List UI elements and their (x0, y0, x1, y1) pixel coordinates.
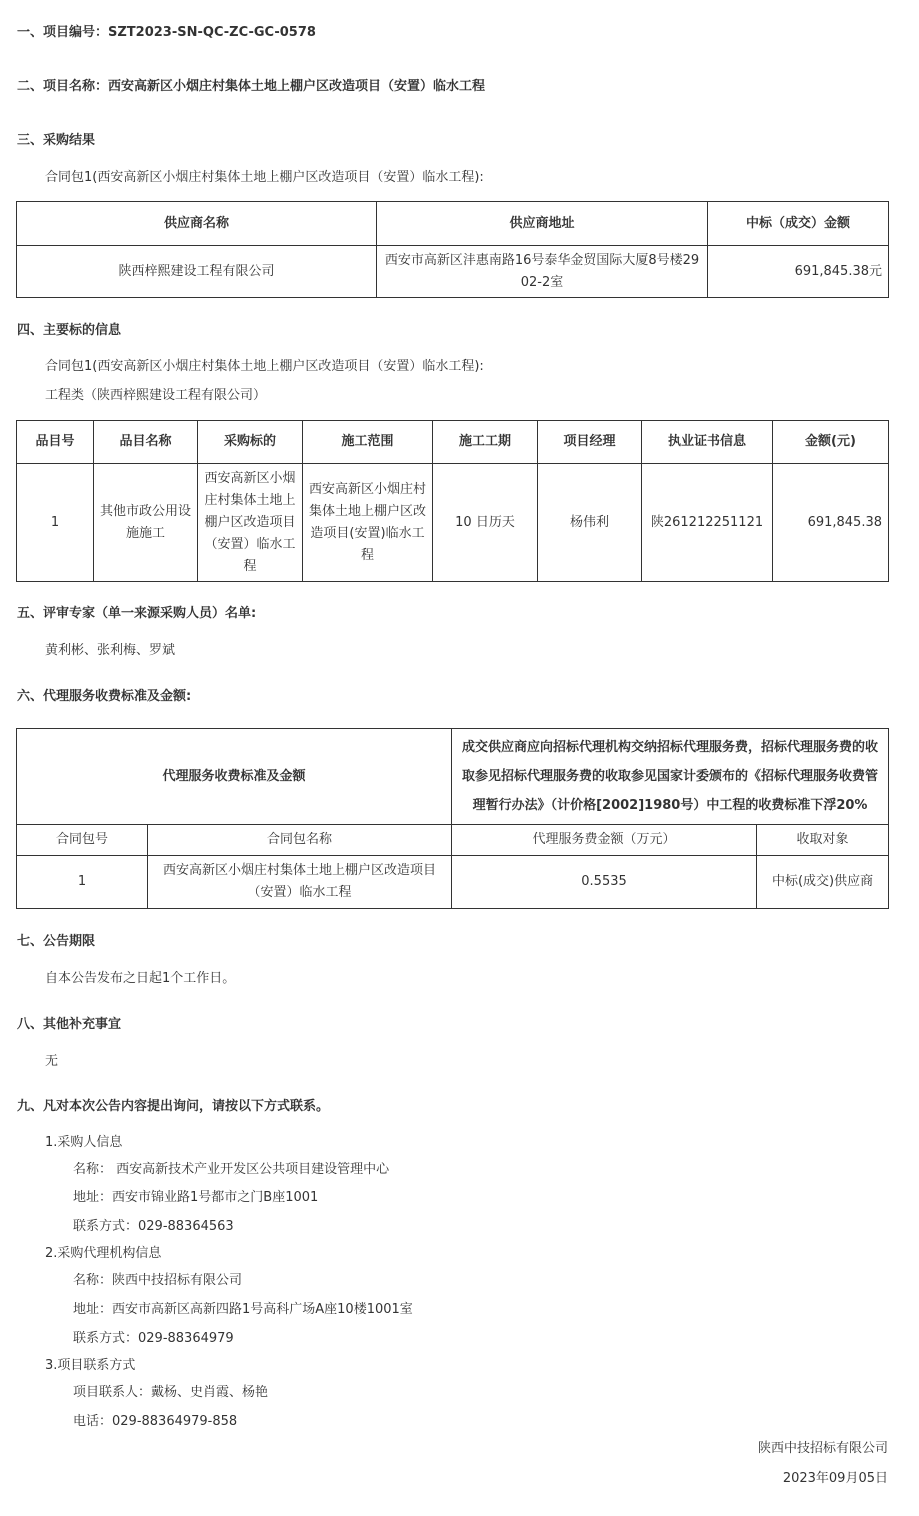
item-name: 其他市政公用设施施工 (94, 464, 198, 582)
fee-payer: 中标(成交)供应商 (757, 856, 889, 909)
agency-fee-amount: 0.5535 (452, 856, 757, 909)
table-header: 采购标的 (198, 421, 303, 464)
project-contact-title: 3.项目联系方式 (45, 1358, 136, 1373)
project-number (17, 24, 316, 42)
table-header: 代理服务费金额（万元） (452, 825, 757, 856)
items-category-label: 工程类（陕西梓熙建设工程有限公司） (45, 388, 267, 403)
agency-fee-table (16, 728, 889, 909)
table-header: 合同包号 (17, 825, 148, 856)
fee-standard-label: 代理服务收费标准及金额 (17, 729, 452, 825)
agency-name: 名称：陕西中技招标有限公司 (73, 1273, 243, 1288)
supplier-name: 陕西梓熙建设工程有限公司 (17, 246, 377, 298)
section-title-other-matters: 八、其他补充事宜 (17, 1017, 122, 1032)
project-name-value: 西安高新区小烟庄村集体土地上棚户区改造项目（安置）临水工程 (108, 79, 486, 94)
agency-info-title: 2.采购代理机构信息 (45, 1246, 162, 1261)
table-row (17, 246, 889, 298)
section-title-notice-period: 七、公告期限 (17, 934, 96, 949)
table-header: 品目名称 (94, 421, 198, 464)
table-header-row (17, 202, 889, 246)
agency-address: 地址：西安市高新区高新四路1号高科广场A座10楼1001室 (73, 1302, 413, 1317)
table-header: 金额(元) (773, 421, 889, 464)
item-duration: 10 日历天 (433, 464, 538, 582)
agency-contact: 联系方式：029-88364979 (73, 1331, 234, 1346)
package-name: 西安高新区小烟庄村集体土地上棚户区改造项目（安置）临水工程 (148, 856, 452, 909)
project-number-label: 一、项目编号： (17, 25, 109, 40)
section-title-main-items: 四、主要标的信息 (17, 323, 122, 338)
section-title-agency-fee: 六、代理服务收费标准及金额: (17, 689, 192, 704)
project-contact-phone: 电话：029-88364979-858 (73, 1414, 238, 1429)
table-header: 项目经理 (538, 421, 642, 464)
table-header: 供应商地址 (377, 202, 708, 246)
supplier-address: 西安市高新区沣惠南路16号泰华金贸国际大厦8号楼2902-2室 (377, 246, 708, 298)
footer-date: 2023年09月05日 (782, 1471, 888, 1486)
result-package-label: 合同包1(西安高新区小烟庄村集体土地上棚户区改造项目（安置）临水工程): (45, 170, 484, 185)
section-title-procurement-result: 三、采购结果 (17, 133, 96, 148)
result-table (16, 201, 889, 298)
item-amount: 691,845.38 (773, 464, 889, 582)
project-contact-people: 项目联系人：戴杨、史肖霞、杨艳 (73, 1385, 269, 1400)
footer-company: 陕西中技招标有限公司 (757, 1441, 888, 1456)
buyer-address: 地址：西安市锦业路1号都市之门B座1001 (73, 1190, 319, 1205)
project-name (17, 78, 485, 96)
section-title-experts: 五、评审专家（单一来源采购人员）名单: (17, 606, 257, 621)
buyer-name: 名称： 西安高新技术产业开发区公共项目建设管理中心 (73, 1162, 390, 1177)
items-package-label: 合同包1(西安高新区小烟庄村集体土地上棚户区改造项目（安置）临水工程): (45, 359, 484, 374)
section-title-contact: 九、凡对本次公告内容提出询问，请按以下方式联系。 (17, 1099, 330, 1114)
fee-standard-text: 成交供应商应向招标代理机构交纳招标代理服务费，招标代理服务费的收取参见招标代理服务费的收取参见国家计委颁布的《招标代理服务收费管理暂行办法》（计价格[2002]1980号）中工程的收费标准下浮20% (452, 729, 889, 825)
fee-standard-row (17, 729, 889, 825)
table-header: 品目号 (17, 421, 94, 464)
buyer-contact: 联系方式：029-88364563 (73, 1219, 234, 1234)
notice-period-text: 自本公告发布之日起1个工作日。 (45, 971, 236, 986)
buyer-info-title: 1.采购人信息 (45, 1135, 123, 1150)
other-matters-text: 无 (45, 1054, 59, 1069)
table-header: 施工范围 (303, 421, 433, 464)
items-table (16, 420, 889, 582)
item-manager: 杨伟利 (538, 464, 642, 582)
table-header-row (17, 421, 889, 464)
package-number: 1 (17, 856, 148, 909)
item-scope: 西安高新区小烟庄村集体土地上棚户区改造项目(安置)临水工程 (303, 464, 433, 582)
award-amount: 691,845.38元 (708, 246, 889, 298)
item-target: 西安高新区小烟庄村集体土地上棚户区改造项目（安置）临水工程 (198, 464, 303, 582)
table-header: 供应商名称 (17, 202, 377, 246)
item-number: 1 (17, 464, 94, 582)
table-header: 合同包名称 (148, 825, 452, 856)
expert-names: 黄利彬、张利梅、罗斌 (45, 643, 176, 658)
table-header: 施工工期 (433, 421, 538, 464)
item-certificate: 陕261212251121 (642, 464, 773, 582)
table-header: 中标（成交）金额 (708, 202, 889, 246)
table-header-row (17, 825, 889, 856)
table-header: 收取对象 (757, 825, 889, 856)
table-row (17, 464, 889, 582)
table-row (17, 856, 889, 909)
project-number-value: SZT2023-SN-QC-ZC-GC-0578 (108, 25, 316, 40)
project-name-label: 二、项目名称： (17, 79, 109, 94)
table-header: 执业证书信息 (642, 421, 773, 464)
